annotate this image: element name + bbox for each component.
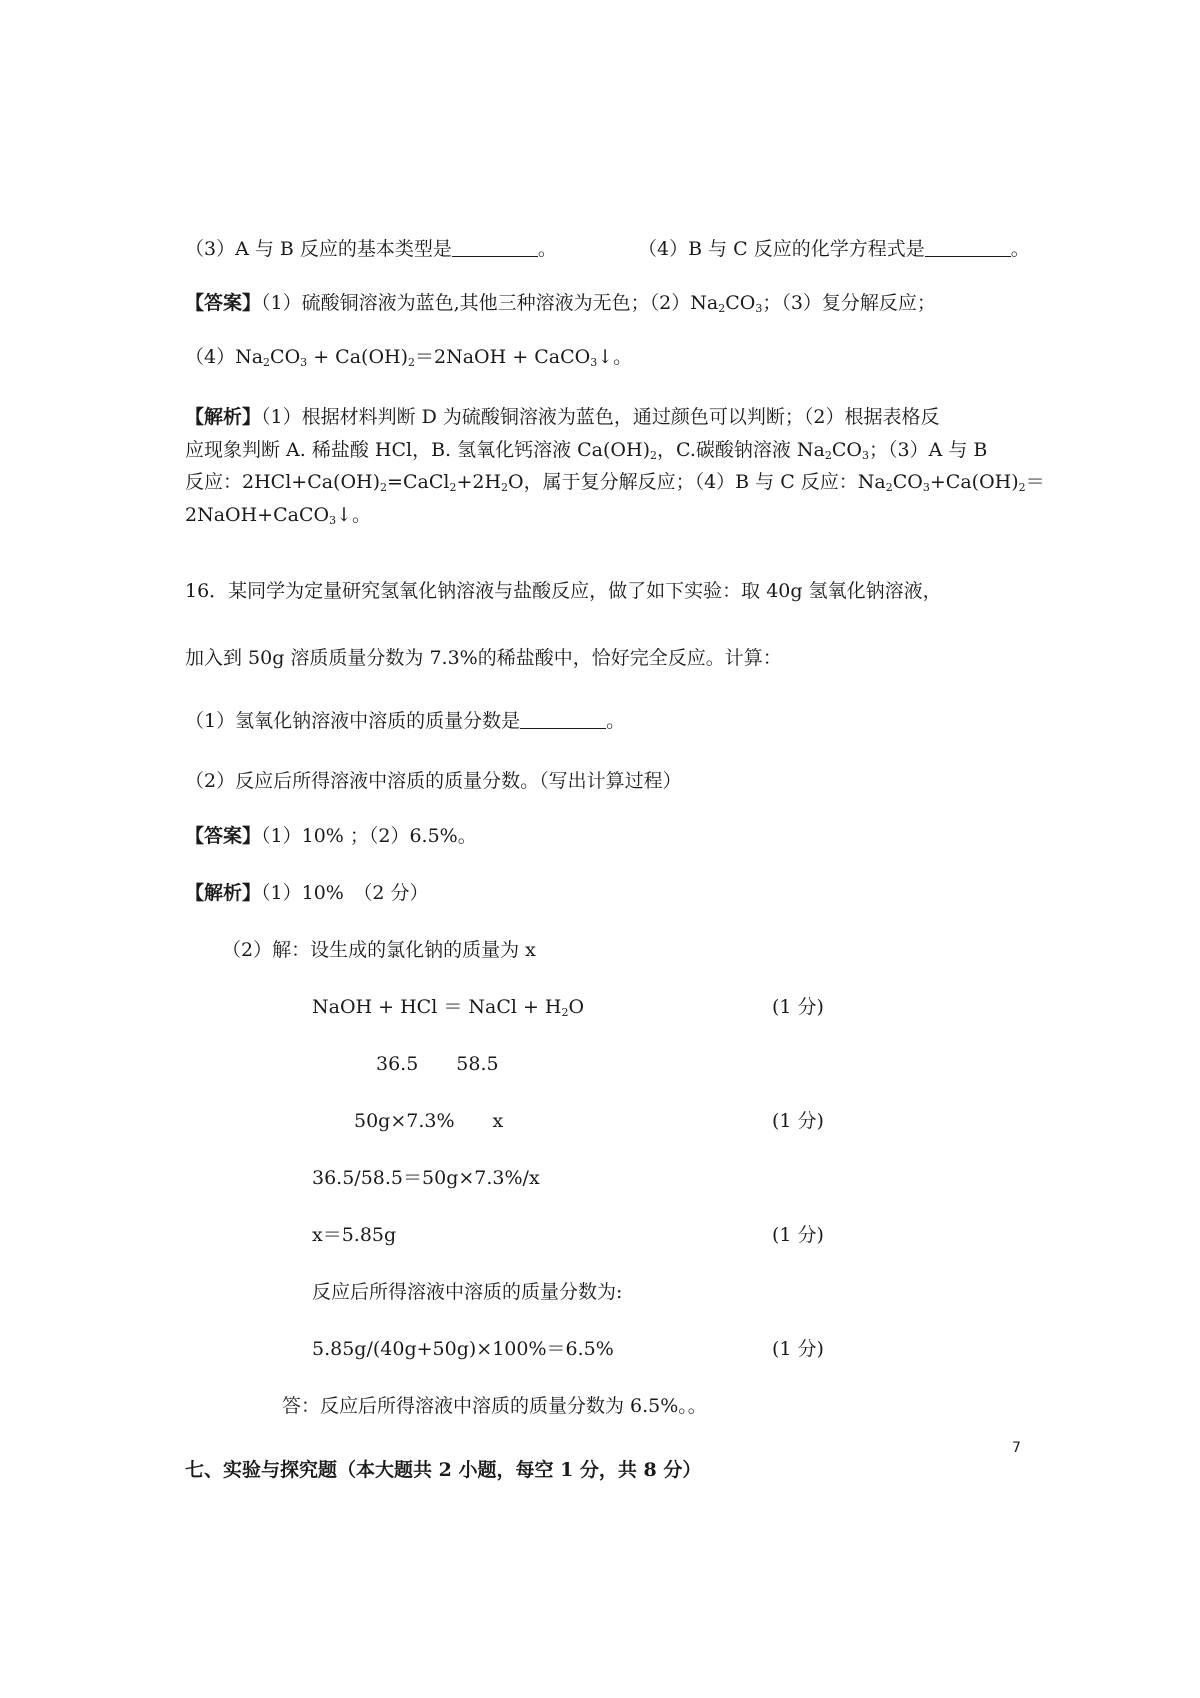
- q16-stem-line1: 16．某同学为定量研究氢氧化钠溶液与盐酸反应，做了如下实验：取 40g 氢氧化钠溶液，: [185, 580, 942, 602]
- q16-answer: 【答案】（1）10% ；（2）6.5%。: [185, 825, 477, 847]
- q16-part2: （2）反应后所得溶液中溶质的质量分数。（写出计算过程）: [185, 770, 682, 792]
- analysis-tag: 【解析】: [185, 882, 262, 904]
- solution-intro: （2）解：设生成的氯化钠的质量为 x: [222, 939, 536, 961]
- score-2: (1 分): [772, 1110, 824, 1132]
- fraction-calc: 5.85g/(40g+50g)×100%＝6.5%: [312, 1338, 614, 1360]
- given-values: 50g×7.3% x: [354, 1110, 504, 1132]
- q15-analysis-line1: 【解析】（1）根据材料判断 D 为硫酸铜溶液为蓝色，通过颜色可以判断；（2）根据表格反: [185, 406, 940, 428]
- q16-part1: （1）氢氧化钠溶液中溶质的质量分数是 。: [185, 710, 626, 732]
- conclusion: 答：反应后所得溶液中溶质的质量分数为 6.5%。。: [282, 1395, 707, 1417]
- q15-analysis-line2: 应现象判断 A. 稀盐酸 HCl，B. 氢氧化钙溶液 $Ca(OH)_2$，C.碳酸钠溶液 $Na_2CO_3$；（3）A 与 B: [185, 439, 988, 462]
- q15-part4-label: （4）B 与 C 反应的化学方程式是: [638, 238, 925, 260]
- answer-tag: 【答案】: [185, 292, 262, 314]
- q15-part4-blank: [925, 238, 1011, 257]
- analysis-tag: 【解析】: [185, 406, 262, 428]
- score-4: (1 分): [772, 1338, 824, 1360]
- q16-analysis-line1: 【解析】（1）10% （2 分）: [185, 882, 429, 904]
- page-number: 7: [1012, 1440, 1021, 1456]
- chemical-equation: NaOH + HCl ＝ NaCl + $H_2O$: [312, 996, 585, 1019]
- q16-stem-line2: 加入到 50g 溶质质量分数为 7.3%的稀盐酸中，恰好完全反应。计算：: [185, 647, 782, 669]
- answer-tag: 【答案】: [185, 825, 262, 847]
- q15-part3: （3）A 与 B 反应的基本类型是 。: [185, 238, 557, 260]
- result-x: x＝5.85g: [312, 1224, 397, 1246]
- q15-analysis-line4: 2NaOH+CaCO$_3$↓。: [185, 504, 372, 527]
- score-3: (1 分): [772, 1224, 824, 1246]
- section7-heading: 七、实验与探究题（本大题共 2 小题，每空 1 分，共 8 分）: [185, 1459, 702, 1481]
- q15-part3-blank: [452, 238, 538, 257]
- q16-part1-blank: [520, 710, 606, 729]
- q15-analysis-line3: 反应：$2HCl+Ca(OH)_2=CaCl_2+2H_2O$，属于复分解反应；（4）B 与 C 反应：$Na_2CO_3+Ca(OH)_2=$: [185, 471, 1045, 494]
- fraction-label: 反应后所得溶液中溶质的质量分数为:: [312, 1281, 623, 1303]
- score-1: (1 分): [772, 996, 824, 1018]
- proportion: 36.5/58.5＝50g×7.3%/x: [312, 1167, 540, 1189]
- q15-part3-label: （3）A 与 B 反应的基本类型是: [185, 238, 452, 260]
- mass-ratio: 36.5 58.5: [376, 1053, 499, 1075]
- q15-answer-line1: 【答案】（1）硫酸铜溶液为蓝色,其他三种溶液为无色；$(2)Na_2CO_3$；（3）复分解反应；: [185, 292, 936, 315]
- q15-part4: （4）B 与 C 反应的化学方程式是 。: [638, 238, 1030, 260]
- q15-answer-line2: $(4)Na_2CO_3$ + $Ca(OH)_2=2NaOH$ + CaCO$_3$↓。: [185, 346, 633, 369]
